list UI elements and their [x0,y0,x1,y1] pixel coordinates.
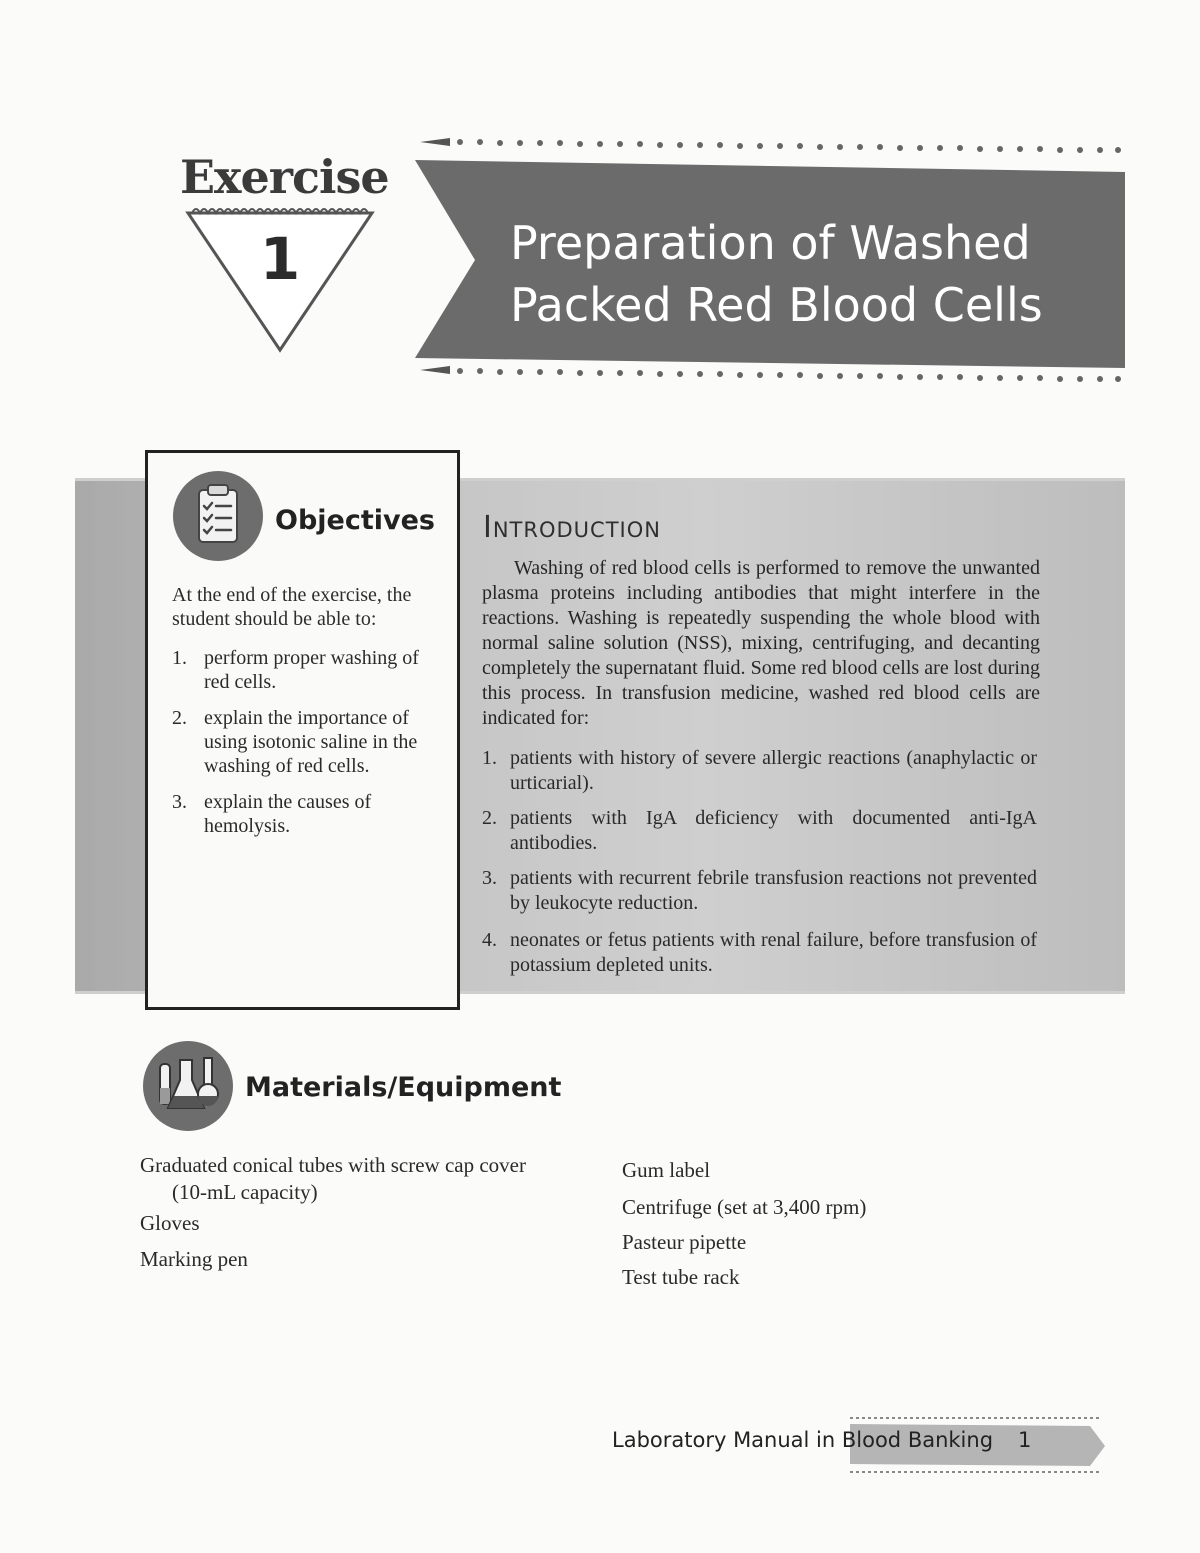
indication-text: patients with recurrent febrile transfusion reactions not prevented by leukocyte reduction. [510,867,1037,914]
objective-item [172,706,442,778]
objective-text: perform proper washing of red cells. [204,647,419,693]
exercise-number: 1 [259,225,301,293]
objective-item [172,646,442,694]
indication-item [482,806,1037,856]
objective-text: explain the causes of hemolysis. [204,791,372,837]
objectives-intro: At the end of the exercise, the student should be able to: [172,584,412,630]
objective-item [172,790,442,838]
objective-text: explain the importance of using isotonic saline in the washing of red cells. [204,707,418,777]
objectives-heading: Objectives [275,505,435,536]
exercise-label: Exercise [180,150,389,204]
objective-number: 1. [172,647,187,669]
page-number: 1 [1018,1428,1032,1452]
material-item-continued: (10-mL capacity) [172,1180,318,1204]
indication-number: 4. [482,929,497,951]
indication-number: 3. [482,867,497,889]
material-item: Graduated conical tubes with screw cap cover [140,1153,526,1177]
material-item: Test tube rack [622,1265,740,1289]
material-item: Marking pen [140,1247,248,1271]
material-item: Pasteur pipette [622,1230,747,1254]
indication-item [482,866,1037,916]
introduction-heading: Introduction [483,510,661,545]
materials-heading: Materials/Equipment [245,1072,562,1103]
introduction-paragraph: Washing of red blood cells is performed to remove the unwanted plasma proteins including antibodies that might interfere in the reactions. Washing is repeatedly suspending the whole blood with normal saline solution (NSS), mixing, centrifuging, and decanting completely the supernatant fluid. Some red blood cells are lost during this process. In transfusion medicine, washed red blood cells are indicated for: [482,557,1040,729]
indication-text: neonates or fetus patients with renal failure, before transfusion of potassium depleted units. [510,929,1037,976]
indication-number: 2. [482,807,497,829]
footer-book-title: Laboratory Manual in Blood Banking [612,1428,994,1452]
indication-item [482,928,1037,978]
lab-flask-icon [142,1040,234,1132]
indication-text: patients with history of severe allergic reactions (anaphylactic or urticarial). [510,747,1037,794]
page-title [510,212,1110,336]
material-item: Gloves [140,1211,200,1235]
title-line-1: Preparation of Washed [510,216,1031,270]
indication-item [482,746,1037,796]
objective-number: 3. [172,791,187,813]
material-item: Gum label [622,1158,711,1182]
title-line-2: Packed Red Blood Cells [510,278,1043,332]
objective-number: 2. [172,707,187,729]
indication-number: 1. [482,747,497,769]
clipboard-checklist-icon [172,470,264,562]
material-item: Centrifuge (set at 3,400 rpm) [622,1195,867,1219]
indication-text: patients with IgA deficiency with documented anti-IgA antibodies. [510,807,1037,854]
